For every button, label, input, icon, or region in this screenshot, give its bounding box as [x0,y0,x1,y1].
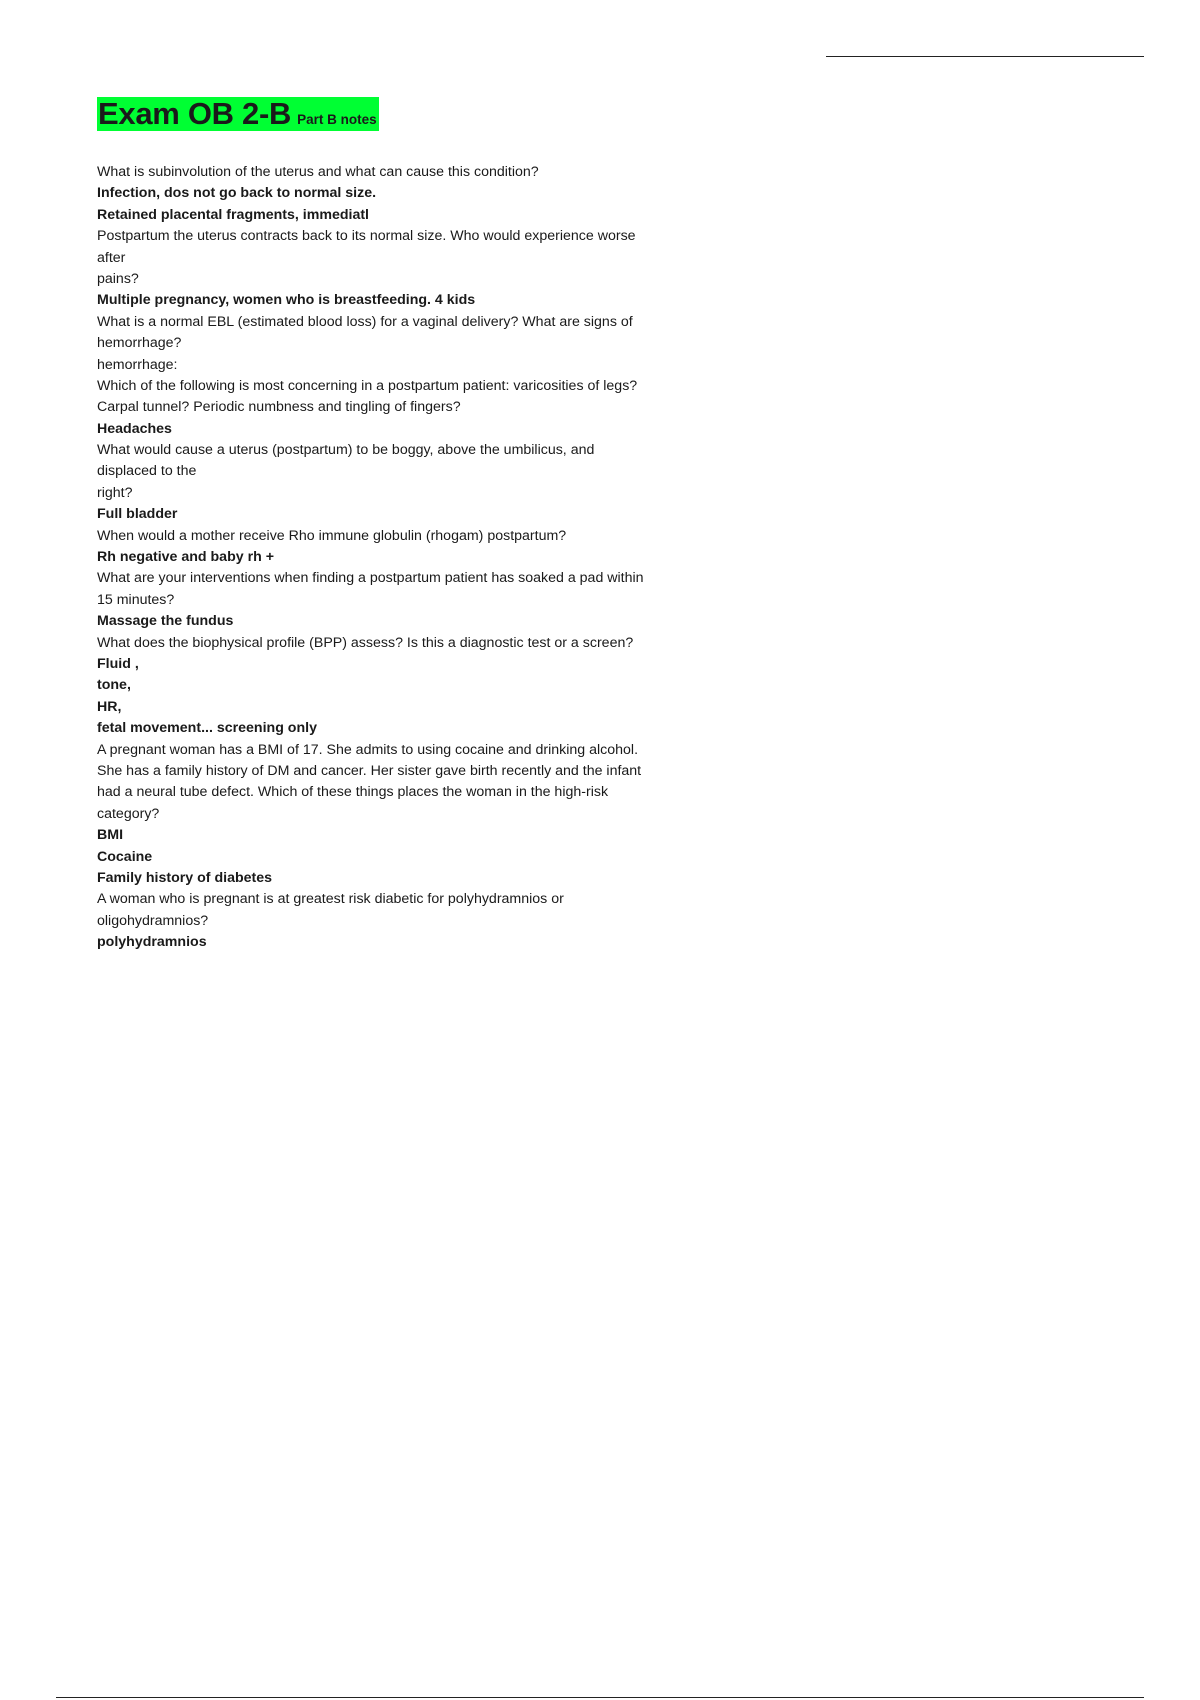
document-body [97,162,737,953]
question-line: She has a family history of DM and cancer. Her sister gave birth recently and the infant [97,762,642,779]
question-line: 15 minutes? [97,591,175,608]
answer-line: Rh negative and baby rh + [97,549,274,566]
answer-line: Headaches [97,420,172,437]
question-line: displaced to the [97,463,197,480]
answer-line: Family history of diabetes [97,869,273,886]
question-line: Postpartum the uterus contracts back to its normal size. Who would experience worse [97,228,636,245]
question-line: What are your interventions when finding a postpartum patient has soaked a pad within [97,570,644,587]
question-line: What would cause a uterus (postpartum) to be boggy, above the umbilicus, and [97,442,595,459]
question-line: What does the biophysical profile (BPP) assess? Is this a diagnostic test or a screen? [97,634,634,651]
question-line: hemorrhage? [97,335,182,352]
question-line: category? [97,805,160,822]
question-line: When would a mother receive Rho immune globulin (rhogam) postpartum? [97,527,567,544]
document-subtitle: Part B notes [297,112,377,127]
answer-line: BMI [97,827,124,844]
question-line: had a neural tube defect. Which of these things places the woman in the high-risk [97,784,609,801]
question-line: after [97,249,126,266]
answer-line: Retained placental fragments, immediatl [97,206,370,223]
answer-line: Fluid , [97,655,139,672]
answer-line: Infection, dos not go back to normal size. [97,185,377,202]
answer-line: tone, [97,677,131,694]
document-title-block [97,97,379,131]
question-line: A woman who is pregnant is at greatest risk diabetic for polyhydramnios or [97,891,564,908]
question-line: right? [97,484,133,501]
question-line: Carpal tunnel? Periodic numbness and tingling of fingers? [97,399,461,416]
answer-line: fetal movement... screening only [97,720,317,737]
answer-line: Multiple pregnancy, women who is breastfeeding. 4 kids [97,292,476,309]
footer-rule [56,1697,1144,1698]
question-line: oligohydramnios? [97,912,209,929]
document-title: Exam OB 2-B [98,96,292,131]
answer-line: Full bladder [97,506,178,523]
question-line: What is a normal EBL (estimated blood loss) for a vaginal delivery? What are signs of [97,313,633,330]
question-line: What is subinvolution of the uterus and what can cause this condition? [97,164,539,180]
question-line: pains? [97,270,139,287]
question-line: A pregnant woman has a BMI of 17. She admits to using cocaine and drinking alcohol. [97,741,639,758]
header-rule [826,56,1144,57]
answer-line: Massage the fundus [97,613,234,630]
answer-line: HR, [97,698,122,715]
answer-line: polyhydramnios [97,934,207,951]
answer-line: Cocaine [97,848,153,865]
question-line: Which of the following is most concerning in a postpartum patient: varicosities of legs? [97,377,638,394]
question-line: hemorrhage: [97,356,178,373]
